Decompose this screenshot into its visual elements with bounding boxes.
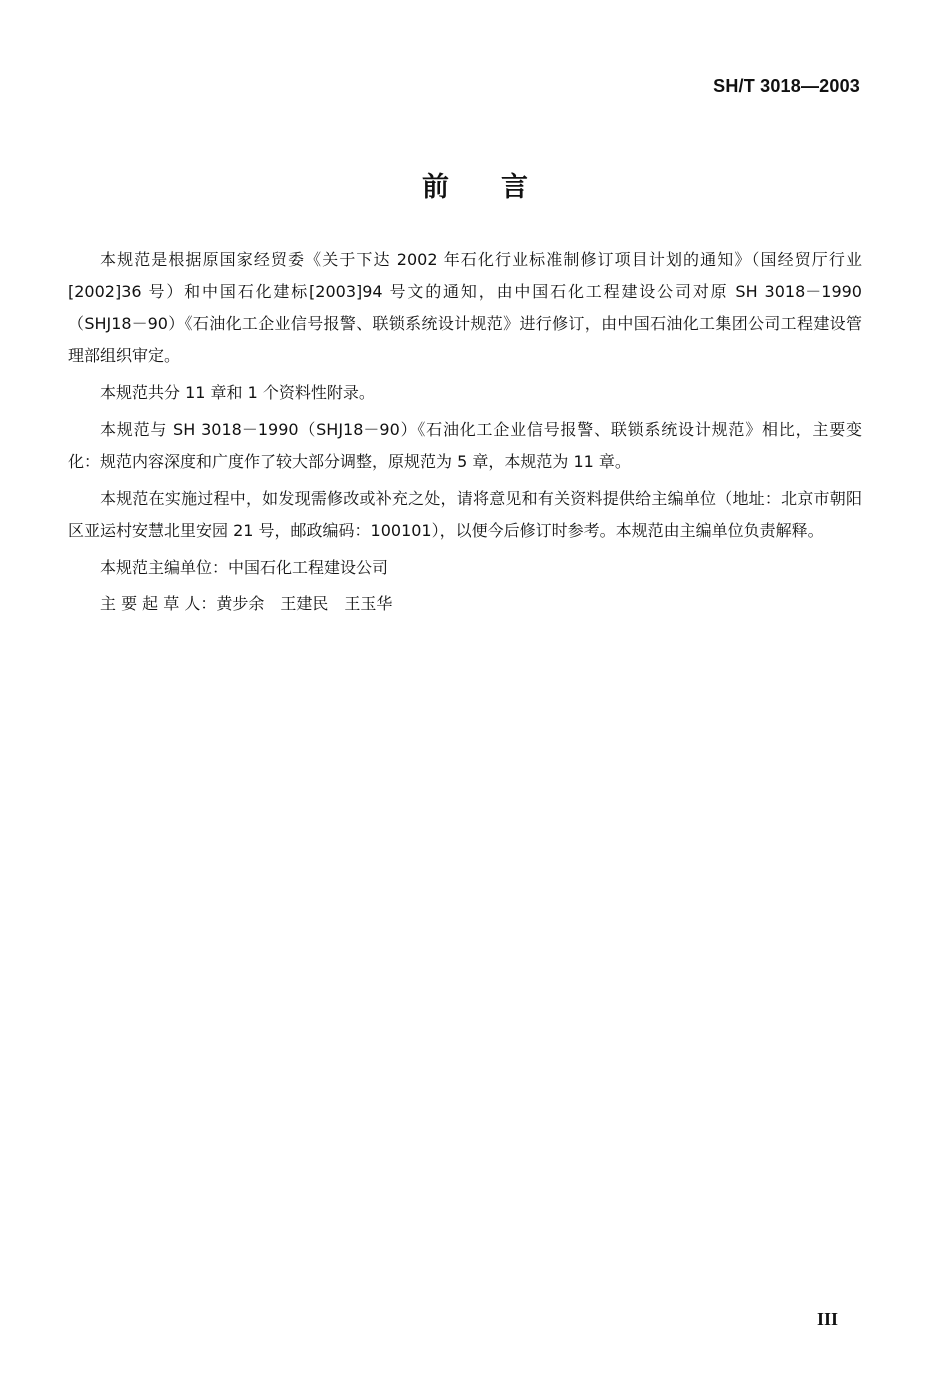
paragraph-feedback: 本规范在实施过程中，如发现需修改或补充之处，请将意见和有关资料提供给主编单位（地址：北京市朝阳区亚运村安慧北里安园 21 号，邮政编码：100101），以便今后修订时参考。本规范由主编单位负责解释。 [68,489,862,540]
page-number: III [816,1309,838,1329]
preface-body [68,244,862,624]
paragraph-changes: 本规范与 SH 3018－1990（SHJ18－90）《石油化工企业信号报警、联锁系统设计规范》相比，主要变化：规范内容深度和广度作了较大部分调整，原规范为 5 章，本规范为 11 章。 [68,420,862,471]
page-title: 前言 [422,172,580,203]
paragraph-structure: 本规范共分 11 章和 1 个资料性附录。 [100,383,375,402]
main-drafters: 主 要 起 草 人：黄步余 王建民 王玉华 [100,594,393,613]
standard-number: SH/T 3018—2003 [713,76,860,96]
editor-unit: 本规范主编单位：中国石化工程建设公司 [100,558,389,577]
paragraph-basis: 本规范是根据原国家经贸委《关于下达 2002 年石化行业标准制修订项目计划的通知》（国经贸厅行业[2002]36 号）和中国石化建标[2003]94 号文的通知，由中国石化工程建设公司对原 SH 3018－1990（SHJ18－90）《石油化工企业信号报警、联锁系统设计规范》进行修订，由中国石油化工集团公司工程建设管理部组织审定。 [68,250,862,365]
